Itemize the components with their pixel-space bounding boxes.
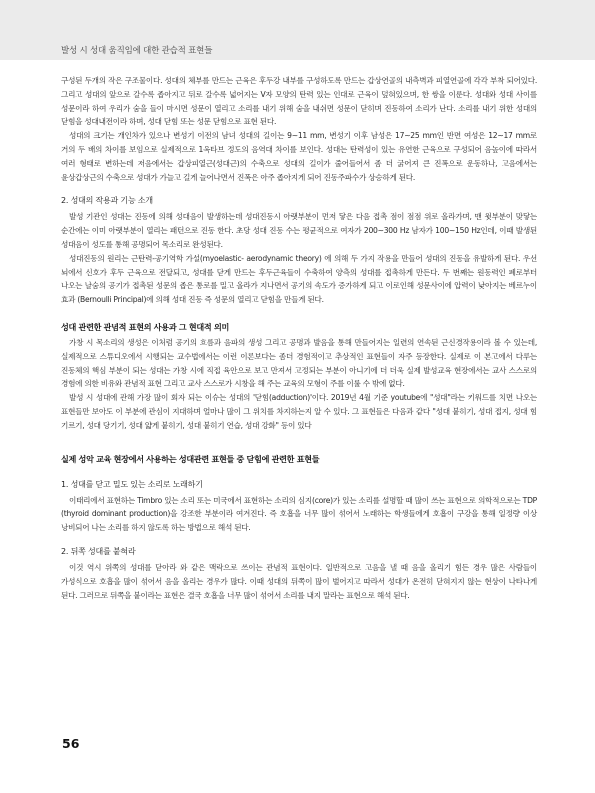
page-number: 56: [62, 736, 80, 751]
running-head: 발성 시 성대 움직임에 대한 관습적 표현들: [61, 46, 213, 56]
section-title: 성대 관련한 관념적 표현의 사용과 그 현대적 의미: [61, 321, 229, 332]
paragraph: 성대진동의 원리는 근탄력-공기역학 가설(myoelastic- aerodynamic theory) 에 의해 두 가지 작용을 만들어 성대의 진동을 유발하게 된다. 우선 뇌에서 신호가 후두 근육으로 전달되고, 성대를 닫게 만드는 후두근육들이 수축하여 양측의 성대를 접촉하게 만든다. 두 번째는 원동력인 폐로부터 나오는 날숨의 공기가 접촉된 성문의 좁은 통로를 밀고 올라가 지나면서 공기의 속도가 증가하게 되고 이로인해 성문사이에 압력이 낮아지는 베르누이 효과 (Bernoulli Principal)에 의해 성대 진동 즉 성문의 열리고 닫힘을 만들게 된다.: [61, 253, 537, 305]
paragraph: 가창 시 목소리의 생성은 이처럼 공기의 흐름과 음파의 생성 그리고 공명과 발음을 통해 만들어지는 일련의 연속된 근신경작용이라 볼 수 있는데, 실제적으로 스튜디오에서 시행되는 교수법에서는 이런 이론보다는 좀더 경험적이고 추상적인 표현들이 자주 등장한다. 실제로 이 본고에서 다루는 진동체의 핵심 부분이 되는 성대는 가창 시에 직접 육안으로 보고 만져서 고정되는 부분이 아니기에 더 더욱 실제 발성교육 현장에서는 교사 스스로의 경험에 의한 비유와 관념적 표현 그리고 교사 스스로가 시창을 해 주는 교육의 모형이 주를 이룰 수 밖에 없다.: [61, 337, 537, 389]
page-body: [61, 74, 537, 602]
paragraph: 성대의 크기는 개인차가 있으나 변성기 이전의 남녀 성대의 길이는 9~11 mm, 변성기 이후 남성은 17~25 mm인 반면 여성은 12~17 mm로 거의 두 배의 차이를 보임으로 실제적으로 1옥타브 정도의 음역대 차이를 보인다. 성대는 탄력성이 있는 유연한 근육으로 구성되어 음높이에 따라서 여러 형태로 변하는데 저음에서는 갑상피열근(성대근)의 수축으로 성대의 길이가 줄어들어서 좀 더 굵어져 큰 진폭으로 운동하나, 고음에서는 윤상갑상근의 수축으로 성대가 가늘고 길게 늘어나면서 진폭은 아주 좁아지게 되어 진동주파수가 상승하게 된다.: [61, 131, 537, 182]
subsection-title: 2. 성대의 작용과 기능 소개: [61, 196, 153, 206]
paragraph: 이태리에서 표현하는 Timbro 있는 소리 또는 미국에서 표현하는 소리의 심지(core)가 있는 소리를 설명할 때 많이 쓰는 표현으로 의학적으로는 TDP (thyroid dominant production)을 강조한 부분이라 여겨진다. 즉 호흡을 너무 많이 섞어서 노래하는 학생들에게 호흡이 구강을 통해 일정량 이상 낭비되어 나는 소리를 하지 않도록 하는 방법으로 해석 된다.: [61, 495, 537, 533]
paragraph: 발성 시 성대에 관해 가장 많이 회자 되는 이슈는 성대의 '닫힘(adduction)'이다. 2019년 4월 기준 youtube에 "성대"라는 키워드를 치면 나오는 표현들만 보아도 이 부분에 관심이 지대하며 얼마나 많이 그 위치를 차지하는지 알 수 있다. 그 표현들은 다음과 같다 "성대 붙히기, 성대 접지, 성대 힘 기르기, 성대 당기기, 성대 얇게 붙히기, 성대 붙히기 연습, 성대 강화" 등이 있다: [61, 393, 537, 430]
section-title: 실제 성악 교육 현장에서 사용하는 성대관련 표현들 중 닫힘에 관련한 표현들: [61, 453, 320, 464]
paragraph: 발성 기관인 성대는 진동에 의해 성대음이 발생하는데 성대진동시 아랫부분이 먼저 닿은 다음 접촉 점이 점점 위로 올라가며, 맨 윗부분이 맞닿는 순간에는 이미 아랫부분이 열리는 패턴으로 진동 한다. 초당 성대 진동 수는 평균적으로 여자가 200~300 Hz 남자가 100~150 Hz인데, 이때 발생된 성대음이 성도를 통해 공명되어 목소리로 완성된다.: [61, 212, 537, 249]
subsection-title: 1. 성대를 닫고 밀도 있는 소리로 노래하기: [61, 479, 203, 489]
subsection-title: 2. 뒤쪽 성대를 붙혀라: [61, 546, 136, 556]
paragraph: 이것 역시 위쪽의 성대를 닫아라 와 같은 맥락으로 쓰이는 관념적 표현이다. 일반적으로 고음을 낼 때 음을 올리기 힘든 경우 많은 사람들이 가성식으로 호흡을 많이 섞어서 음을 올리는 경우가 많다. 이때 성대의 뒤쪽이 많이 벌어지고 따라서 성대가 온전히 닫혀지지 않는 현상이 나타나게 된다. 그러므로 뒤쪽을 붙이라는 표현은 결국 호흡을 너무 많이 섞어서 소리를 내지 말라는 표현으로 해석 된다.: [61, 562, 537, 600]
paragraph: 구성된 두개의 작은 구조물이다. 성대의 체부를 만드는 근육은 후두강 내부를 구성하도록 만드는 갑상연골의 내측벽과 피열연골에 각각 부착 되어있다. 그리고 성대의 앞으로 갈수록 좁아지고 뒤로 갈수록 넓어지는 V자 모양의 탄력 있는 인대로 근육이 덮혀있으며, 한 쌍을 이룬다. 성대와 성대 사이를 성문이라 하여 우리가 숨을 들이 마시면 성문이 열리고 소리를 내기 위해 숨을 내쉬면 성문이 닫히며 진동하여 소리가 난다. 소리를 내기 위한 성대의 닫힘을 성대내전이라 하며, 성대 닫힘 또는 성문 닫힘으로 표현 된다.: [61, 76, 537, 127]
